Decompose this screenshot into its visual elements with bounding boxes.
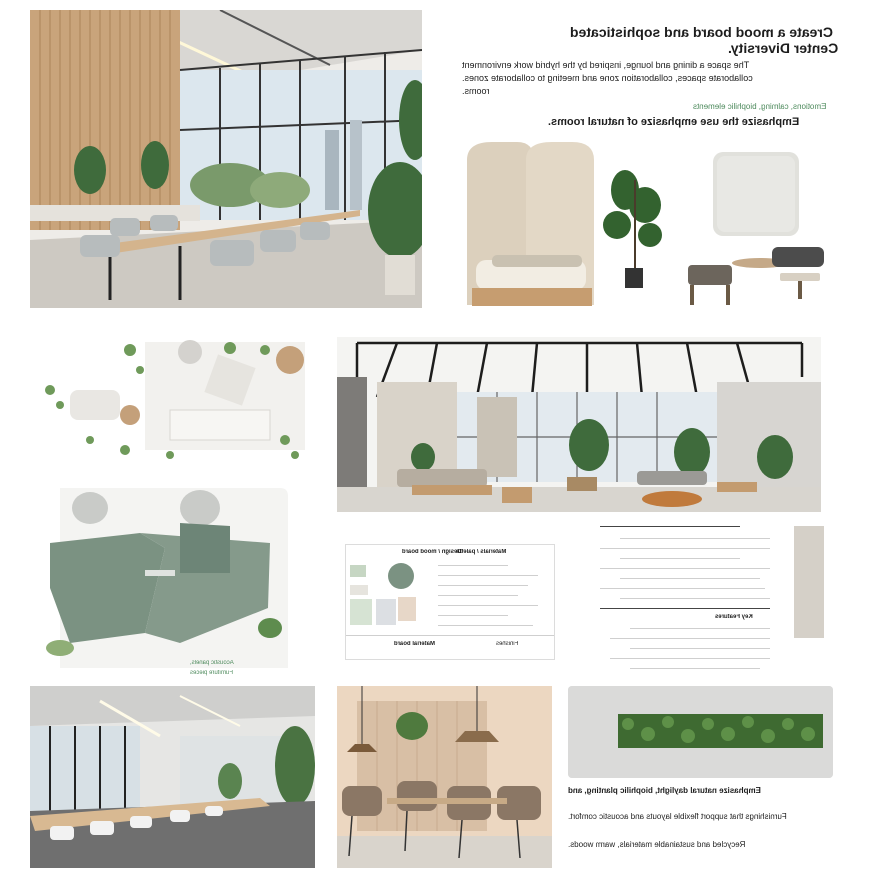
board-description-line1: The space a dining and lounge, inspired by the hybrid work environment bbox=[462, 60, 750, 70]
swatch-circle bbox=[388, 563, 414, 589]
green-wall-image bbox=[568, 686, 833, 778]
swatch-stone bbox=[376, 599, 396, 625]
photo-dining-hall bbox=[30, 10, 422, 308]
board-title-line1: Create a mood board and sophisticated bbox=[570, 24, 833, 40]
feature-notes bbox=[590, 522, 780, 672]
acoustic-booth-image bbox=[462, 140, 598, 308]
fabric-swatch-strip bbox=[794, 526, 824, 638]
materials-card bbox=[345, 544, 555, 660]
swatch-cream bbox=[350, 585, 368, 595]
lounge-render bbox=[337, 337, 821, 512]
card-footer-left: Material board bbox=[394, 641, 436, 647]
lounge-furniture-image bbox=[680, 245, 840, 307]
key-features-title: Key Features bbox=[715, 614, 753, 620]
acoustic-panel-image bbox=[711, 150, 801, 238]
board-green-note: Emotions, calming, biophilic elements bbox=[693, 102, 827, 111]
board-description-line2: collaborate spaces, collaboration zone and meeting to collaborate zones. bbox=[462, 73, 753, 83]
swatch-blush bbox=[398, 597, 416, 621]
card-heading-right: Design / mood board bbox=[402, 549, 462, 555]
board-title-line2: Center Diversity. bbox=[728, 40, 839, 56]
board-description-line3: rooms. bbox=[462, 86, 490, 96]
panels-caption-1: Acoustic panels, bbox=[190, 660, 234, 666]
swatch-mint bbox=[350, 599, 372, 625]
closing-paragraph-1: Emphasize natural daylight, biophilic planting, and bbox=[568, 786, 761, 795]
potted-plant-image bbox=[595, 160, 675, 290]
floorplan-vignette bbox=[30, 330, 305, 470]
closing-paragraph-3: Recycled and sustainable materials, warm woods. bbox=[568, 840, 746, 849]
photo-open-office bbox=[30, 686, 315, 868]
card-footer-right: Finishes bbox=[496, 641, 519, 647]
photo-cafe-seating bbox=[337, 686, 552, 868]
sage-acoustic-panels bbox=[30, 488, 305, 678]
board-emphasis: Emphasize the use emphasize of natural rooms. bbox=[548, 116, 800, 128]
panels-caption-2: Furniture pieces bbox=[190, 670, 234, 676]
swatch-sage bbox=[350, 565, 366, 577]
closing-paragraph-2: Furnishings that support flexible layouts and acoustic comfort. bbox=[568, 812, 787, 821]
card-heading-left: Materials / palette bbox=[456, 549, 507, 555]
